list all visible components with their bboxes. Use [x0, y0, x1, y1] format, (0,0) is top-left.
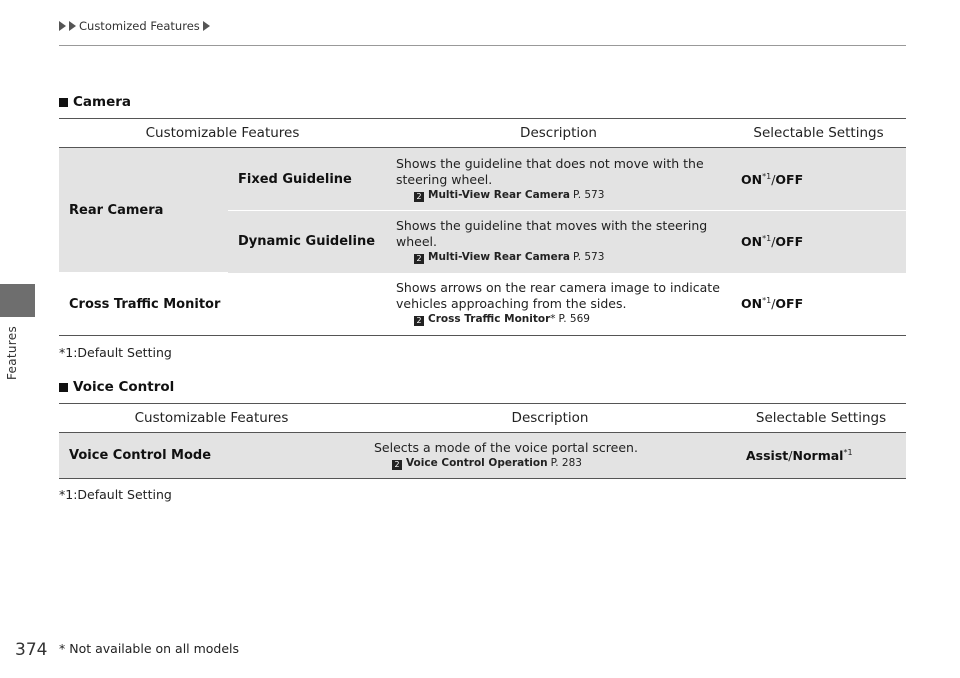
side-tab-marker: [0, 284, 35, 317]
description-cell: [386, 273, 731, 336]
square-bullet-icon: [59, 98, 68, 107]
cross-reference-icon: 2: [392, 460, 402, 470]
header-divider: [59, 45, 906, 46]
breadcrumb-item[interactable]: Customized Features: [79, 19, 200, 33]
page-reference[interactable]: 2 Multi-View Rear Camera P. 573: [396, 250, 721, 265]
setting-cell: ON$^{*1}$/OFF: [731, 211, 906, 273]
setting-cell: Assist/Normal$^{*1}$: [736, 433, 906, 479]
feature-cross-traffic-monitor: Cross Traffic Monitor: [59, 273, 386, 336]
section-title-voice-control: Voice Control: [59, 379, 174, 395]
cross-reference-icon: 2: [414, 316, 424, 326]
triangle-right-icon: [59, 21, 66, 31]
page-reference[interactable]: 2 Cross Traffic Monitor* P. 569: [396, 312, 721, 327]
description-text: Shows the guideline that does not move with the steering wheel.: [396, 155, 704, 187]
description-text: Shows arrows on the rear camera image to indicate vehicles approaching from the sides.: [396, 280, 720, 312]
setting-cell: ON$^{*1}$/OFF: [731, 148, 906, 211]
feature-group-rear-camera: Rear Camera: [59, 148, 228, 273]
feature-dynamic-guideline: Dynamic Guideline: [228, 211, 386, 273]
availability-note: * Not available on all models: [59, 641, 240, 656]
side-tab-label: Features: [5, 326, 19, 380]
feature-fixed-guideline: Fixed Guideline: [228, 148, 386, 211]
triangle-right-icon: [69, 21, 76, 31]
section-title-camera: Camera: [59, 94, 131, 110]
description-text: Shows the guideline that moves with the steering wheel.: [396, 218, 708, 250]
table-row: [59, 148, 906, 211]
page-reference[interactable]: 2 Voice Control Operation P. 283: [374, 456, 726, 471]
camera-settings-table: [59, 118, 906, 336]
cross-reference-icon: 2: [414, 192, 424, 202]
breadcrumb: [59, 19, 210, 33]
footnote-default-setting: *1:Default Setting: [59, 487, 172, 502]
description-cell: [386, 148, 731, 211]
triangle-right-icon: [203, 21, 210, 31]
footnote-default-setting: *1:Default Setting: [59, 345, 172, 360]
feature-voice-control-mode: Voice Control Mode: [59, 433, 364, 479]
page-number: 374: [15, 640, 48, 660]
voice-control-settings-table: [59, 403, 906, 479]
description-cell: [364, 433, 736, 479]
page-reference[interactable]: 2 Multi-View Rear Camera P. 573: [396, 188, 721, 203]
description-cell: [386, 211, 731, 273]
column-header: Selectable Settings: [736, 404, 906, 433]
setting-cell: ON$^{*1}$/OFF: [731, 273, 906, 336]
column-header: Customizable Features: [59, 119, 386, 148]
cross-reference-icon: 2: [414, 254, 424, 264]
table-row: [59, 433, 906, 479]
column-header: Selectable Settings: [731, 119, 906, 148]
square-bullet-icon: [59, 383, 68, 392]
table-row: [59, 273, 906, 336]
column-header: Description: [364, 404, 736, 433]
column-header: Customizable Features: [59, 404, 364, 433]
column-header: Description: [386, 119, 731, 148]
description-text: Selects a mode of the voice portal screen.: [374, 440, 638, 455]
